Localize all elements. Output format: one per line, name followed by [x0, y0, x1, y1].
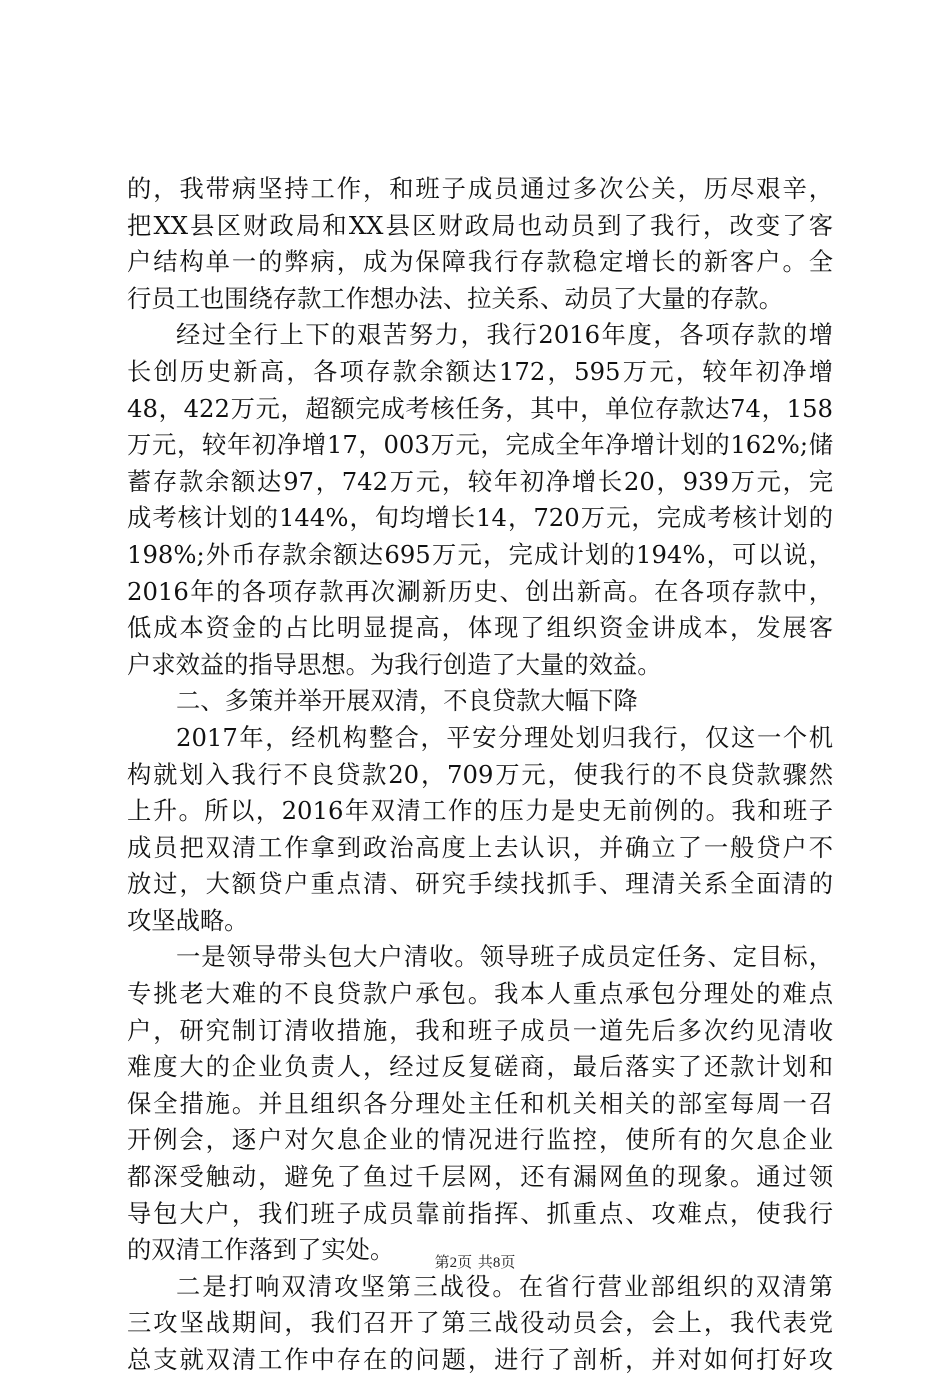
text-line: 2017年，经机构整合，平安分理处划归我行，仅这一个机 [176, 722, 833, 752]
text-line: 的，我带病坚持工作，和班子成员通过多次公关，历尽艰辛， [127, 174, 833, 203]
text-line: 48，422万元，超额完成考核任务，其中，单位存款达74，158 [127, 393, 833, 423]
text-line: 行员工也围绕存款工作想办法、拉关系、动员了大量的存款。 [127, 283, 784, 313]
text-line: 长创历史新高，各项存款余额达172，595万元，较年初净增 [127, 356, 833, 386]
text-line: 一是领导带头包大户清收。领导班子成员定任务、定目标， [176, 942, 833, 972]
text-line: 蓄存款余额达97，742万元，较年初净增长20，939万元，完 [127, 466, 833, 496]
text-line: 成员把双清工作拿到政治高度上去认识，并确立了一般贷户不 [127, 832, 833, 862]
text-line: 低成本资金的占比明显提高，体现了组织资金讲成本，发展客 [127, 613, 833, 643]
text-line: 户求效益的指导思想。为我行创造了大量的效益。 [127, 649, 662, 679]
text-line: 三攻坚战期间，我们召开了第三战役动员会，会上，我代表党 [127, 1308, 833, 1338]
text-line: 导包大户，我们班子成员靠前指挥、抓重点、攻难点，使我行 [127, 1198, 833, 1228]
text-line: 万元，较年初净增17，003万元，完成全年净增计划的162%;储 [127, 430, 833, 460]
text-line: 保全措施。并且组织各分理处主任和机关相关的部室每周一召 [127, 1088, 833, 1118]
text-line: 198%;外币存款余额达695万元，完成计划的194%，可以说， [127, 539, 833, 569]
text-line: 上升。所以，2016年双清工作的压力是史无前例的。我和班子 [127, 796, 833, 826]
text-line: 专挑老大难的不良贷款户承包。我本人重点承包分理处的难点 [127, 979, 833, 1009]
text-line: 二、多策并举开展双清，不良贷款大幅下降 [176, 686, 638, 716]
text-line: 户，研究制订清收措施，我和班子成员一道先后多次约见清收 [127, 1015, 833, 1045]
text-line: 开例会，逐户对欠息企业的情况进行监控，使所有的欠息企业 [127, 1125, 833, 1155]
text-line: 难度大的企业负责人，经过反复磋商，最后落实了还款计划和 [127, 1052, 833, 1082]
text-line: 2016年的各项存款再次涮新历史、创出新高。在各项存款中， [127, 576, 833, 606]
page-footer: 第2页 共8页 [434, 1255, 516, 1271]
text-line: 构就划入我行不良贷款20，709万元，使我行的不良贷款骤然 [127, 759, 833, 789]
text-line: 都深受触动，避免了鱼过千层网，还有漏网鱼的现象。通过领 [127, 1162, 833, 1192]
text-line: 经过全行上下的艰苦努力，我行2016年度，各项存款的增 [176, 320, 833, 350]
text-line: 的双清工作落到了实处。 [127, 1235, 395, 1265]
text-line: 成考核计划的144%，旬均增长14，720万元，完成考核计划的 [127, 503, 833, 533]
text-line: 户结构单一的弊病，成为保障我行存款稳定增长的新客户。全 [127, 247, 833, 277]
text-line: 把XX县区财政局和XX县区财政局也动员到了我行，改变了客 [127, 210, 833, 240]
body-text [127, 171, 833, 1379]
text-line: 攻坚战略。 [127, 905, 249, 935]
text-line: 放过，大额贷户重点清、研究手续找抓手、理清关系全面清的 [127, 869, 833, 899]
text-line: 总支就双清工作中存在的问题，进行了剖析，并对如何打好攻 [127, 1345, 833, 1374]
text-line: 二是打响双清攻坚第三战役。在省行营业部组织的双清第 [176, 1271, 833, 1301]
